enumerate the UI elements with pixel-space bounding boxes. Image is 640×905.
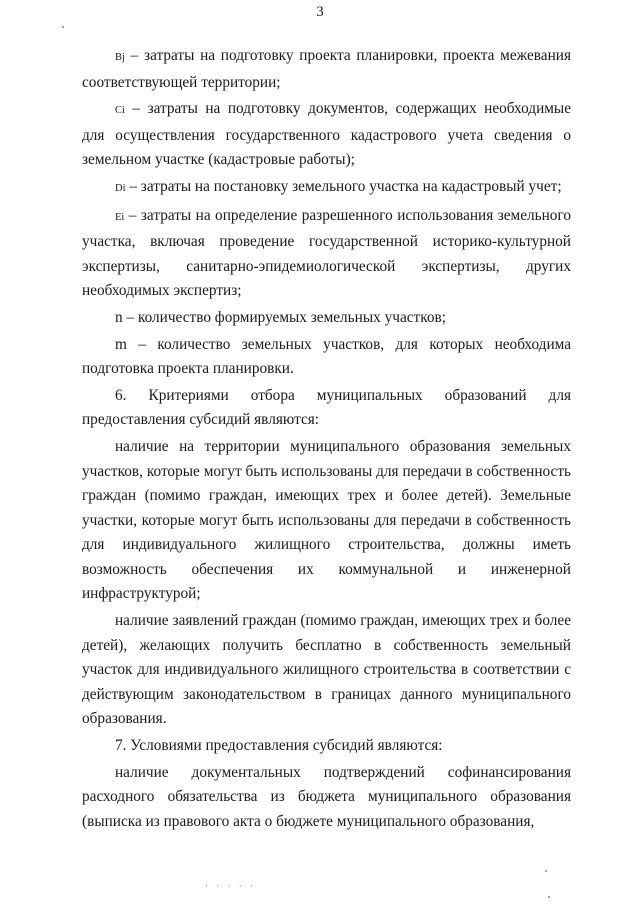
document-body: [82, 44, 571, 834]
paragraph-conditions-heading: 7. Условиями предоставления субсидий являются:: [115, 737, 443, 755]
paragraph-c-costs: Ci – затраты на подготовку документов, содержащих необходимые для осуществления государственного кадастрового учета сведения о земельном участке (кадастровые работы);: [82, 100, 571, 169]
scan-noise: · · · · ·: [205, 881, 256, 891]
page-number: 3: [316, 4, 324, 20]
paragraph-conditions-cofinancing: наличие документальных подтверждений софинансирования расходного обязательства из бюджета муниципального образования (выписка из правового акта о бюджете муниципального образования,: [82, 763, 571, 830]
symbol-c: Ci: [115, 105, 125, 117]
symbol-d: Di: [115, 182, 126, 194]
symbol-e: Ei: [115, 211, 125, 223]
paragraph-criteria-heading: 6. Критериями отбора муниципальных образований для предоставления субсидий являются:: [82, 386, 571, 429]
paragraph-n-count: n – количество формируемых земельных участков;: [115, 308, 446, 326]
symbol-b: Bj: [115, 52, 125, 63]
paragraph-criteria-land: наличие на территории муниципального образования земельных участков, которые могут быть использованы для передачи в собственность граждан (помимо граждан, имеющих трех и более детей). Земельные участки, которые могут быть использованы для передачи в собственность для индивидуального жилищного строительства, должны иметь возможность обеспечения их коммунальной и инженерной инфраструктурой;: [82, 437, 571, 603]
scan-speck: [545, 870, 547, 872]
paragraph-e-costs: Ei – затраты на определение разрешенного использования земельного участка, включая проведение государственной историко-культурной экспертизы, санитарно-эпидемиологической экспертизы, других необходимых экспертиз;: [82, 206, 571, 300]
paragraph-m-count: m – количество земельных участков, для которых необходима подготовка проекта планировки.: [82, 335, 571, 378]
scan-speck: [62, 26, 64, 28]
scan-speck: [548, 896, 550, 898]
paragraph-criteria-applications: наличие заявлений граждан (помимо граждан, имеющих трех и более детей), желающих получить бесплатно в собственность земельный участок для индивидуального жилищного строительства в соответствии с действующим законодательством в границах данного муниципального образования.: [82, 612, 571, 728]
paragraph-d-costs: Di – затраты на постановку земельного участка на кадастровый учет;: [115, 177, 562, 195]
paragraph-b-costs: Bj – затраты на подготовку проекта планировки, проекта межевания соответствующей территории;: [82, 47, 571, 91]
